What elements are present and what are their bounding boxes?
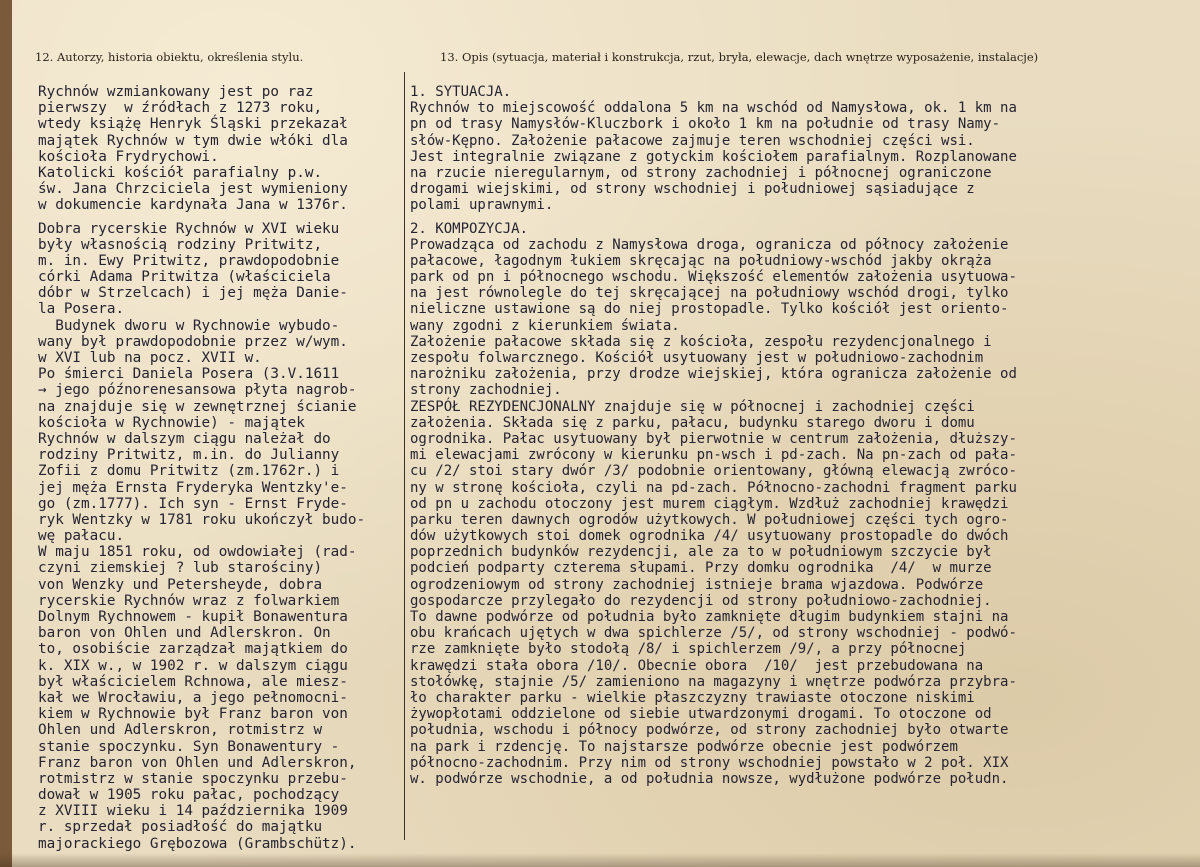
- text-line: parku teren dawnych ogrodów użytkowych. W południowej części tych ogro-: [410, 511, 1009, 528]
- text-line: Zofii z domu Pritwitz (zm.1762r.) i: [38, 463, 340, 480]
- text-line: Dolnym Rychnowem - kupił Bonawentura: [38, 609, 348, 625]
- text-line: Po śmierci Daniela Posera (3.V.1611: [38, 366, 340, 383]
- text-line: polami uprawnymi.: [410, 197, 554, 214]
- text-line: nieliczne ustawione są do niej prostopadle. Tylko kościół jest oriento-: [410, 301, 1009, 318]
- text-line: na jest równolegle do tej skręcającej na południowy wschód drogi, tylko: [410, 285, 1009, 302]
- text-line: na park i rzdencję. To najstarsze podwórze obecnie jest podwórzem: [410, 738, 958, 755]
- text-line: narożniku założenia, przy drodze wiejskiej, która ogranicza założenie od: [410, 366, 1017, 383]
- text-line: wę pałacu.: [38, 528, 125, 545]
- text-line: Rychnów to miejscowość oddalona 5 km na wschód od Namysłowa, ok. 1 km na: [410, 100, 1017, 117]
- text-line: m. in. Ewy Pritwitz, prawdopodobnie: [38, 252, 340, 269]
- text-line: wany zgodni z kierunkiem świata.: [410, 317, 680, 334]
- text-line: stołówkę, stajnie /5/ zamieniono na magazyny i wnętrze podwórza przybra-: [410, 673, 1017, 690]
- text-line: strony zachodniej.: [410, 382, 562, 399]
- text-line: rodziny Pritwitz, m.in. do Julianny: [38, 447, 340, 464]
- text-line: z XVIII wieku i 14 października 1909: [38, 803, 348, 820]
- text-line: Ohlen und Adlerskron, rotmistrz w: [38, 722, 323, 739]
- column-divider: [404, 72, 405, 840]
- text-line: wany był prawdopodobnie przez w/wym.: [38, 333, 348, 350]
- text-line: la Posera.: [38, 301, 125, 318]
- text-line: wtedy książę Henryk Śląski przekazał: [38, 116, 348, 133]
- text-line: Katolicki kościół parafialny p.w.: [38, 164, 323, 181]
- text-line: kościoła Frydrychowi.: [38, 148, 219, 165]
- text-line: był właścicielem Rchnowa, ale miesz-: [38, 673, 348, 690]
- section-12-heading: 12. Autorzy, historia obiektu, określenia stylu.: [35, 50, 304, 64]
- text-line: czyni ziemskiej ? lub starościny): [38, 560, 323, 577]
- text-line: od pn u zachodu otoczony jest murem ciągłym. Wzdłuż zachodniej krawędzi: [410, 495, 1009, 512]
- text-line: kał we Wrocławiu, a jego pełnomocni-: [38, 689, 348, 706]
- text-line: dów użytkowych stoi domek ogrodnika /4/ usytuowany prostopadle do dwóch: [410, 528, 1009, 545]
- text-line: majątek Rychnów w tym dwie włóki dla: [38, 132, 348, 149]
- text-line: [38, 214, 365, 221]
- text-line: pn od trasy Namysłów-Kluczbork i około 1 km na południe od trasy Namy-: [410, 116, 1001, 133]
- text-line: drogami wiejskimi, od strony wschodniej i południowej sąsiadujące z: [410, 181, 975, 198]
- text-line: Jest integralnie związane z gotyckim kościołem parafialnym. Rozplanowane: [410, 148, 1017, 165]
- text-line: północno-zachodnim. Przy nim od strony wschodniej powstało w 2 poł. XIX: [410, 754, 1009, 771]
- text-line: ło charakter parku - wielkie płaszczyzny trawiaste otoczone niskimi: [410, 689, 975, 706]
- text-line: słów-Kępno. Założenie pałacowe zajmuje teren wschodniej części wsi.: [410, 132, 975, 149]
- text-line: 1. SYTUACJA.: [410, 84, 512, 100]
- text-line: Dobra rycerskie Rychnów w XVI wieku: [38, 220, 340, 237]
- text-line: podcień podparty czterema słupami. Przy domku ogrodnika /4/ w murze: [410, 560, 992, 577]
- text-line: park od pn i północnego wschodu. Większość elementów założenia usytuowa-: [410, 269, 1017, 286]
- text-line: na znajduje się w zewnętrznej ścianie: [38, 398, 357, 415]
- text-line: W maju 1851 roku, od owdowiałej (rad-: [38, 544, 357, 561]
- text-line: gospodarcze przylegało do rezydencji od strony południowo-zachodniej.: [410, 592, 992, 609]
- text-line: rycerskie Rychnów wraz z folwarkiem: [38, 592, 340, 609]
- text-line: ogrodnika. Pałac usytuowany był pierwotnie w centrum założenia, dłuższy-: [410, 430, 1017, 447]
- text-line: św. Jana Chrzciciela jest wymieniony: [38, 181, 348, 198]
- text-line: Franz baron von Ohlen und Adlerskron,: [38, 754, 357, 771]
- text-line: dował w 1905 roku pałac, pochodzący: [38, 787, 340, 804]
- text-line: Założenie pałacowe składa się z kościoła, zespołu rezydencjonalnego i: [410, 333, 992, 350]
- text-line: Prowadząca od zachodu z Namysłowa droga, ogranicza od północy założenie: [410, 236, 1009, 253]
- text-line: to, osobiście zarządzał majątkiem do: [38, 641, 348, 658]
- text-line: dóbr w Strzelcach) i jej męża Danie-: [38, 285, 348, 302]
- text-line: pierwszy w źródłach z 1273 roku,: [38, 100, 323, 117]
- text-line: kiem w Rychnowie był Franz baron von: [38, 706, 348, 723]
- history-column: [38, 84, 365, 852]
- text-line: kościoła w Rychnowie) - majątek: [38, 414, 305, 431]
- text-line: rze zamknięte było stodołą /8/ i spichlerzem /9/, a przy północnej: [410, 641, 967, 658]
- text-line: w dokumencie kardynała Jana w 1376r.: [38, 197, 348, 214]
- text-line: mi elewacjami zwrócony w kierunku pn-wsch i pd-zach. Na pn-zach od pała-: [410, 447, 1017, 464]
- text-line: Rychnów wzmiankowany jest po raz: [38, 84, 314, 100]
- description-column: [410, 84, 1017, 787]
- text-line: obu krańcach ujętych w dwa spichlerze /5/, od strony wschodniej - podwó-: [410, 625, 1017, 642]
- page-edge: [0, 0, 12, 867]
- text-line: Rychnów w dalszym ciągu należał do: [38, 430, 331, 447]
- text-line: w XVI lub na pocz. XVII w.: [38, 350, 262, 366]
- text-line: go (zm.1777). Ich syn - Ernst Fryde-: [38, 495, 348, 512]
- text-line: k. XIX w., w 1902 r. w dalszym ciągu: [38, 657, 348, 674]
- text-line: córki Adama Pritwitza (właściciela: [38, 269, 331, 286]
- text-line: były własnością rodziny Pritwitz,: [38, 236, 323, 253]
- text-line: → jego późnorenesansowa płyta nagrob-: [38, 382, 357, 399]
- text-line: żywopłotami oddzielone od siebie utwardzonymi drogami. To otoczone od: [410, 706, 992, 723]
- text-line: ny w stronę kościoła, czyli na pd-zach. Północno-zachodni fragment parku: [410, 479, 1017, 496]
- text-line: baron von Ohlen und Adlerskron. On: [38, 625, 331, 642]
- text-line: von Wenzky und Petersheyde, dobra: [38, 576, 323, 593]
- text-line: południa, wschodu i północy podwórze, od strony zachodniej było otwarte: [410, 722, 1009, 739]
- text-line: ZESPÓŁ REZYDENCJONALNY znajduje się w północnej i zachodniej części: [410, 398, 975, 415]
- text-line: założenia. Składa się z parku, pałacu, budynku starego dworu i domu: [410, 414, 975, 431]
- page-shadow: [0, 853, 1200, 867]
- text-line: rotmistrz w stanie spoczynku przebu-: [38, 770, 348, 787]
- text-line: na rzucie nieregularnym, od strony zachodniej i północnej ograniczone: [410, 164, 992, 181]
- text-line: w. podwórze wschodnie, a od południa nowsze, wydłużone podwórze połudn.: [410, 770, 1009, 787]
- text-line: krawędzi stała obora /10/. Obecnie obora /10/ jest przebudowana na: [410, 657, 984, 674]
- text-line: r. sprzedał posiadłość do majątku: [38, 819, 323, 836]
- text-line: poprzednich budynków rezydencji, ale za to w południowym szczycie był: [410, 544, 992, 561]
- text-line: Budynek dworu w Rychnowie wybudo-: [38, 317, 340, 334]
- text-line: cu /2/ stoi stary dwór /3/ podobnie orientowany, główną elewacją zwróco-: [410, 463, 1017, 480]
- text-line: ryk Wentzky w 1781 roku ukończył budo-: [38, 511, 366, 528]
- text-line: ogrodzeniowym od strony zachodniej istnieje brama wjazdowa. Podwórze: [410, 576, 984, 593]
- text-line: To dawne podwórze od południa było zamknięte długim budynkiem stajni na: [410, 609, 1009, 625]
- text-line: stanie spoczynku. Syn Bonawentury -: [38, 738, 340, 755]
- text-line: jej męża Ernsta Fryderyka Wentzky'e-: [38, 479, 348, 496]
- text-line: zespołu folwarcznego. Kościół usytuowany jest w południowo-zachodnim: [410, 350, 984, 366]
- section-13-heading: 13. Opis (sytuacja, materiał i konstrukcja, rzut, bryła, elewacje, dach wnętrze wyposażenie, instalacje): [440, 50, 1039, 64]
- text-line: majorackiego Grębozowa (Grambschütz).: [38, 835, 357, 852]
- text-line: 2. KOMPOZYCJA.: [410, 220, 529, 237]
- text-line: [410, 214, 1017, 221]
- text-line: pałacowe, łagodnym łukiem skręcając na południowy-wschód jakby okrąża: [410, 252, 992, 269]
